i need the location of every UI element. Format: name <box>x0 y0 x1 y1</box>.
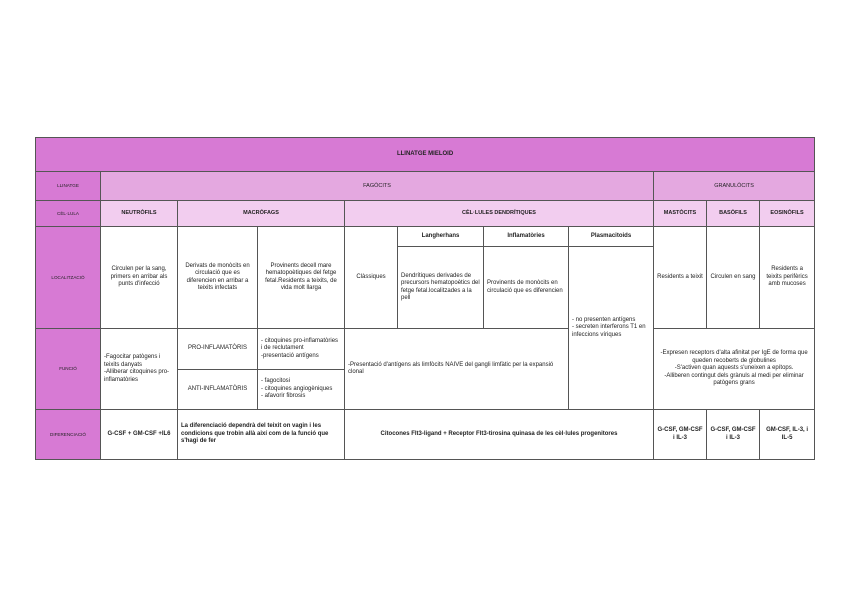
loc-macrofags-monocits: Derivats de monòcits en circulació que es diferencien en arribar a teixits infectats <box>178 227 258 329</box>
dif-basofils: G-CSF, GM-CSF i IL-3 <box>707 410 760 460</box>
func-dendritiques: -Presentació d'antígens als limfòcits NAIVE del gangli limfàtic per la expansió clonal <box>345 329 569 410</box>
group-fagocits: FAGÒCITS <box>101 172 654 201</box>
func-granulocits-line: -S'activen quan aquests s'uneixen a epítops. <box>674 365 794 372</box>
func-anti-item: - fagocitosi <box>261 378 291 385</box>
func-pro-item: -presentació antígens <box>261 352 319 359</box>
row-label-llinatge: LLINATGE <box>36 172 101 201</box>
plasmacitoids-line: infeccions víriques <box>572 331 622 338</box>
subtype-langerhans: Langherhans <box>398 227 484 247</box>
func-granulocits-line: -Alliberen contingut dels grànuls al medi per eliminar patògens grans <box>664 372 804 387</box>
func-anti-item: - afavorir fibrosis <box>261 393 306 400</box>
plasmacitoids-line: - secreten interferons T1 en <box>572 324 646 331</box>
cell-basofils: BASÒFILS <box>707 201 760 227</box>
loc-eosinofils: Residents a teixits perifèrics amb mucoses <box>760 227 815 329</box>
cell-mastocits: MASTÒCITS <box>654 201 707 227</box>
myeloid-lineage-table <box>35 137 815 460</box>
dif-neutrofils: G-CSF + GM-CSF +IL6 <box>101 410 178 460</box>
plasmacitoids-line: - no presenten antígens <box>572 316 636 323</box>
loc-classiques: Clàssiques <box>345 227 398 329</box>
dif-dendritiques: Citocones Flt3-ligand + Receptor Flt3-tirosina quinasa de les cèl·lules progenitores <box>345 410 654 460</box>
loc-neutrofils: Circulen per la sang, primers en arribar als punts d'infecció <box>101 227 178 329</box>
dif-eosinofils: GM-CSF, IL-3, i IL-5 <box>760 410 815 460</box>
func-anti-items <box>258 370 345 410</box>
loc-basofils: Circulen en sang <box>707 227 760 329</box>
func-anti-item: - citoquines angiogèniques <box>261 385 333 392</box>
func-plasmacitoids <box>569 247 654 410</box>
loc-mastocits: Residents a teixit <box>654 227 707 329</box>
cell-neutrofils: NEUTRÒFILS <box>101 201 178 227</box>
cell-eosinofils: EOSINÒFILS <box>760 201 815 227</box>
func-neutrofils <box>101 329 178 410</box>
row-label-diferenciacio: DIFERENCIACIÓ <box>36 410 101 460</box>
loc-langerhans: Dendrítiques derivades de precursors hematopoètics del fetge fetal.localitzades a la pell <box>398 247 484 329</box>
func-pro-item: - citoquines pro-inflamatòries i de reclutament <box>261 337 339 352</box>
dif-macrofags: La diferenciació dependrà del teixit on vagin i les condicions que trobin allà així com de la funció que s'hagi de fer <box>178 410 345 460</box>
func-granulocits-line: -Expresen receptors d'alta afinitat per IgE de forma que queden recoberts de globulines <box>660 350 808 364</box>
subtype-inflamatories: Inflamatòries <box>484 227 569 247</box>
row-label-funcio: FUNCIÓ <box>36 329 101 410</box>
func-neutrofils-line: -Fagocitar patògens i teixits danyats <box>104 354 161 368</box>
row-label-cellula: CÈL·LULA <box>36 201 101 227</box>
row-label-localitzacio: LOCALITZACIÓ <box>36 227 101 329</box>
func-pro-items <box>258 329 345 370</box>
group-granulocits: GRANULÒCITS <box>654 172 815 201</box>
func-anti-label: ANTI-INFLAMATÒRIS <box>178 370 258 410</box>
func-pro-label: PRO-INFLAMATÒRIS <box>178 329 258 370</box>
loc-inflamatories: Provinents de monòcits en circulació que es diferencien <box>484 247 569 329</box>
func-neutrofils-line: -Alliberar citoquines pro-inflamatòries <box>104 369 170 383</box>
subtype-plasmacitoids: Plasmacitoids <box>569 227 654 247</box>
loc-macrofags-residents: Provinents decell mare hematopoètiques del fetge fetal.Residents a teixits, de vida molt llarga <box>258 227 345 329</box>
func-granulocits <box>654 329 815 410</box>
cell-dendritiques: CÈL·LULES DENDRÍTIQUES <box>345 201 654 227</box>
cell-macrofags: MACRÒFAGS <box>178 201 345 227</box>
table-title: LLINATGE MIELOID <box>36 138 815 172</box>
dif-mastocits: G-CSF, GM-CSF i IL-3 <box>654 410 707 460</box>
